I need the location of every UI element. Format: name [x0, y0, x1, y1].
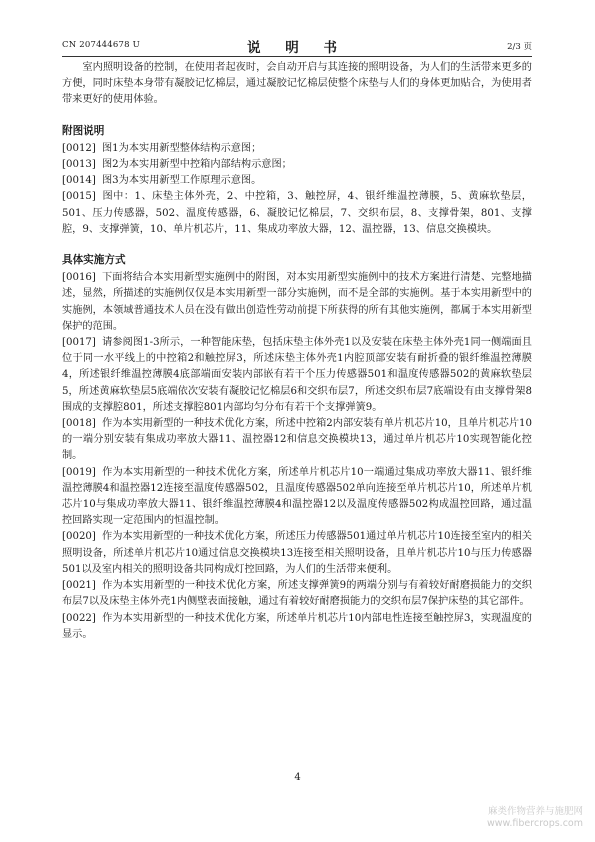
numbered-paragraph [62, 416, 532, 465]
paragraph-number: [0013] [62, 159, 96, 171]
numbered-paragraph [62, 611, 532, 643]
paragraph-text: 图1为本实用新型整体结构示意图； [102, 142, 262, 154]
drawings-heading: 附图说明 [62, 124, 105, 137]
paragraph-text: 图2为本实用新型中控箱内部结构示意图； [102, 159, 292, 171]
numbered-paragraph [62, 173, 532, 189]
drawings-list [62, 141, 532, 238]
paragraph-number: [0018] [62, 418, 96, 430]
document-body [62, 60, 532, 643]
numbered-paragraph [62, 141, 532, 157]
numbered-paragraph [62, 157, 532, 173]
embodiment-heading: 具体实施方式 [62, 254, 126, 267]
paragraph-number: [0022] [62, 612, 96, 624]
page-header [62, 36, 532, 54]
paragraph-number: [0015] [62, 191, 96, 203]
patent-number: CN 207444678 U [62, 40, 140, 50]
paragraph-text: 作为本实用新型的一种技术优化方案，所述单片机芯片10内部电性连接至触控屏3，实现温度的显示。 [62, 612, 532, 640]
paragraph-number: [0019] [62, 466, 96, 478]
paragraph-number: [0020] [62, 531, 96, 543]
numbered-paragraph [62, 335, 532, 416]
embodiment-list [62, 270, 532, 643]
watermark-url: www.fibercrops.com [486, 818, 583, 829]
paragraph-number: [0016] [62, 272, 96, 284]
paragraph-text: 图中：1、床垫主体外壳，2、中控箱，3、触控屏，4、银纤维温控薄膜，5、黄麻软垫层，501、压力传感器，502、温度传感器，6、凝胶记忆棉层，7、交织布层，8、支撑骨架，801、支撑腔，9、支撑弹簧，10、单片机芯片，11、集成功率放大器，12、温控器，13、信息交换模块。 [62, 191, 532, 235]
paragraph-number: [0021] [62, 580, 96, 592]
intro-paragraph: 室内照明设备的控制，在使用者起夜时，会自动开启与其连接的照明设备，为人们的生活带来更多的方便，同时床垫本身带有凝胶记忆棉层，通过凝胶记忆棉层使整个床垫与人们的身体更加贴合，为使用者带来更好的使用体验。 [62, 62, 532, 106]
numbered-paragraph [62, 578, 532, 610]
paragraph-number: [0012] [62, 142, 96, 154]
paragraph-text: 作为本实用新型的一种技术优化方案，所述中控箱2内部安装有单片机芯片10，且单片机芯片10的一端分别安装有集成功率放大器11、温控器12和信息交换模块13，通过单片机芯片10实现智能化控制。 [62, 418, 532, 462]
site-watermark [487, 806, 583, 830]
numbered-paragraph [62, 270, 532, 335]
page-indicator: 2/3 页 [507, 42, 532, 52]
paragraph-text: 图3为本实用新型工作原理示意图。 [102, 175, 262, 187]
numbered-paragraph [62, 529, 532, 578]
paragraph-number: [0017] [62, 337, 96, 349]
numbered-paragraph [62, 189, 532, 238]
header-divider [62, 56, 532, 57]
paragraph-text: 作为本实用新型的一种技术优化方案，所述支撑弹簧9的两端分别与有着较好耐磨损能力的交织布层7以及床垫主体外壳1内侧壁表面接触，通过有着较好耐磨损能力的交织布层7保护床垫的其它部件。 [62, 580, 532, 608]
page-number: 4 [294, 772, 301, 783]
paragraph-number: [0014] [62, 175, 96, 187]
watermark-title: 麻类作物营养与施肥网 [487, 806, 583, 817]
paragraph-text: 请参阅图1-3所示，一种智能床垫，包括床垫主体外壳1以及安装在床垫主体外壳1同一侧端面且位于同一水平线上的中控箱2和触控屏3，所述床垫主体外壳1内腔顶部安装有耐折叠的银纤维温控薄膜4，所述银纤维温控薄膜4底部端面安装内部嵌有若干个压力传感器501和温度传感器502的黄麻软垫层5，所述黄麻软垫层5底端依次安装有凝胶记忆棉层6和交织布层7，所述交织布层7底端设有由支撑骨架8围成的支撑腔801，所述支撑腔801内部均匀分布有若干个支撑弹簧9。 [62, 337, 532, 413]
document-title: 说 明 书 [247, 40, 347, 56]
numbered-paragraph [62, 465, 532, 530]
paragraph-text: 作为本实用新型的一种技术优化方案，所述单片机芯片10一端通过集成功率放大器11、银纤维温控薄膜4和温控器12连接至温度传感器502，且温度传感器502单向连接至单片机芯片10，所述单片机芯片10与集成功率放大器11、银纤维温控薄膜4和温控器12以及温度传感器502构成温控回路，通过温控回路实现一定范围内的恒温控制。 [62, 466, 532, 527]
paragraph-text: 作为本实用新型的一种技术优化方案，所述压力传感器501通过单片机芯片10连接至室内的相关照明设备，所述单片机芯片10通过信息交换模块13连接至相关照明设备，且单片机芯片10与压力传感器501以及室内相关的照明设备共同构成灯控回路，为人们的生活带来便利。 [62, 531, 532, 575]
paragraph-text: 下面将结合本实用新型实施例中的附图，对本实用新型实施例中的技术方案进行清楚、完整地描述，显然，所描述的实施例仅仅是本实用新型一部分实施例，而不是全部的实施例。基于本实用新型中的实施例，本领域普通技术人员在没有做出创造性劳动前提下所获得的所有其他实施例，都属于本实用新型保护的范围。 [62, 272, 532, 332]
